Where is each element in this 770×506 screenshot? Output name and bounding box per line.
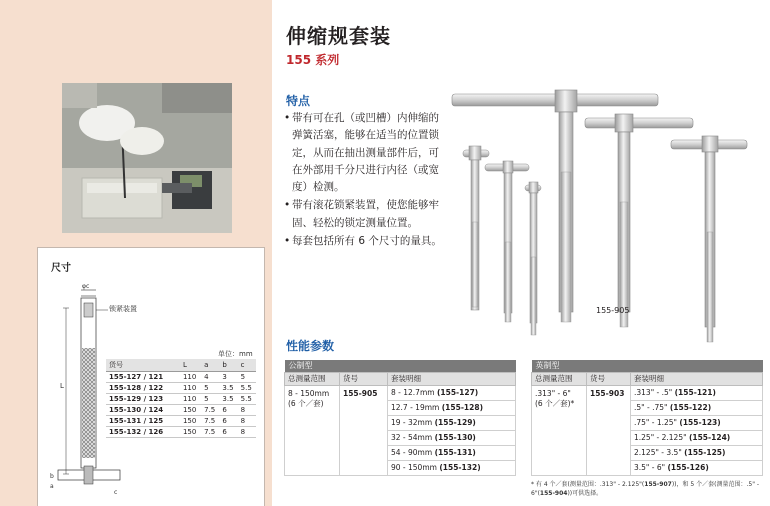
- cell: 155-128 / 122: [106, 382, 180, 393]
- dim-a: a: [50, 483, 54, 490]
- cell: 155-127 / 121: [106, 371, 180, 382]
- table-row: 1.25" - 2.125" (155-124): [631, 430, 763, 445]
- product-image: [445, 82, 765, 344]
- table-row: 3.5" - 6" (155-126): [631, 460, 763, 475]
- col-a: a: [201, 359, 219, 371]
- cell: 3.5: [219, 393, 237, 404]
- cell: 6: [219, 426, 237, 437]
- list-item: • 每套包括所有 6 个尺寸的量具。: [284, 233, 444, 250]
- cell: 5.5: [238, 382, 256, 393]
- cell: 5: [201, 393, 219, 404]
- footnote: * 有 4 个／套(测量范围：.313" - 2.125"(155-907))，和 5 个／套(测量范围：.5" - 6"(155-904))可供选择。: [531, 481, 760, 497]
- col-range: 总测量范围: [285, 372, 340, 385]
- table-row: 19 - 32mm (155-129): [388, 415, 516, 430]
- cell: 150: [180, 415, 201, 426]
- cell: 110: [180, 393, 201, 404]
- col-c: c: [238, 359, 256, 371]
- dim-phi: φc: [82, 283, 90, 290]
- cell: 150: [180, 404, 201, 415]
- table-row: 32 - 54mm (155-130): [388, 430, 516, 445]
- cell: 6: [219, 415, 237, 426]
- table-row: 54 - 90mm (155-131): [388, 445, 516, 460]
- dimensions-table-header: [106, 359, 256, 371]
- cell: 4: [201, 371, 219, 382]
- cell: 8: [238, 404, 256, 415]
- dim-L: L: [60, 382, 64, 390]
- metric-range: 8 - 150mm: [288, 388, 330, 398]
- col-code: 货号: [340, 372, 388, 385]
- usage-photo: [62, 83, 232, 233]
- cell: 110: [180, 371, 201, 382]
- inch-code: 155-903: [590, 388, 625, 398]
- table-row: .313" - .5" (155-121): [631, 385, 763, 400]
- page-title: 伸缩规套装: [286, 24, 391, 48]
- cell: 155-131 / 125: [106, 415, 180, 426]
- table-row: [106, 382, 256, 393]
- performance-heading: 性能参数: [286, 339, 335, 353]
- inch-spec-table: [531, 360, 763, 476]
- cell: 6: [219, 404, 237, 415]
- dimensions-table: [106, 359, 256, 438]
- table-row: 2.125" - 3.5" (155-125): [631, 445, 763, 460]
- dim-c: c: [114, 489, 118, 496]
- col-b: b: [219, 359, 237, 371]
- metric-range-note: (6 个／套): [288, 398, 324, 408]
- table-row: 12.7 - 19mm (155-128): [388, 400, 516, 415]
- cell: 5: [201, 382, 219, 393]
- table-row: [106, 415, 256, 426]
- cell: 7.5: [201, 426, 219, 437]
- metric-caption: 公制型: [285, 360, 516, 372]
- table-row: 8 - 12.7mm (155-127): [388, 385, 516, 400]
- col-L: L: [180, 359, 201, 371]
- table-row: 90 - 150mm (155-132): [388, 460, 516, 475]
- table-row: [106, 404, 256, 415]
- col-code: 货号: [587, 372, 631, 385]
- metric-code-cell: [340, 385, 388, 475]
- cell: 3: [219, 371, 237, 382]
- inch-caption: 英制型: [532, 360, 763, 372]
- cell: 8: [238, 426, 256, 437]
- product-model-label: 155-905: [596, 306, 630, 315]
- col-contents: 套装明细: [631, 372, 763, 385]
- table-row: .5" - .75" (155-122): [631, 400, 763, 415]
- cell: 155-129 / 123: [106, 393, 180, 404]
- series-label: 155 系列: [286, 53, 340, 67]
- inch-range: .313" - 6": [535, 388, 571, 398]
- inch-range-note: (6 个／套)*: [535, 398, 575, 408]
- table-row: [106, 426, 256, 437]
- lock-device-label: 锁紧装置: [109, 305, 137, 313]
- table-row: [106, 393, 256, 404]
- dimensions-title: 尺寸: [51, 263, 71, 274]
- cell: 155-132 / 126: [106, 426, 180, 437]
- metric-spec-table: [284, 360, 516, 476]
- list-item: • 带有滚花锁紧装置，使您能够牢固、轻松的锁定测量位置。: [284, 197, 444, 232]
- table-row: [106, 371, 256, 382]
- cell: 150: [180, 426, 201, 437]
- features-list: [284, 110, 444, 251]
- usage-photo-illustration: [62, 83, 232, 233]
- table-row: .75" - 1.25" (155-123): [631, 415, 763, 430]
- dimensions-box: [37, 247, 265, 506]
- gauge-set-illustration: [445, 82, 765, 344]
- cell: 110: [180, 382, 201, 393]
- inch-range-cell: [532, 385, 587, 475]
- unit-label: 单位：mm: [218, 350, 253, 358]
- cell: 7.5: [201, 415, 219, 426]
- metric-range-cell: [285, 385, 340, 475]
- cell: 155-130 / 124: [106, 404, 180, 415]
- inch-code-cell: [587, 385, 631, 475]
- cell: 8: [238, 415, 256, 426]
- col-contents: 套装明细: [388, 372, 516, 385]
- metric-code: 155-905: [343, 388, 378, 398]
- list-item: • 带有可在孔（或凹槽）内伸缩的弹簧活塞，能够在适当的位置锁定，从而在抽出测量部件后，可在外部用千分尺进行内径（或宽度）检测。: [284, 110, 444, 196]
- cell: 5: [238, 371, 256, 382]
- cell: 3.5: [219, 382, 237, 393]
- col-range: 总测量范围: [532, 372, 587, 385]
- dim-b: b: [50, 473, 54, 480]
- cell: 7.5: [201, 404, 219, 415]
- cell: 5.5: [238, 393, 256, 404]
- col-model: 货号: [106, 359, 180, 371]
- features-heading: 特点: [286, 94, 311, 108]
